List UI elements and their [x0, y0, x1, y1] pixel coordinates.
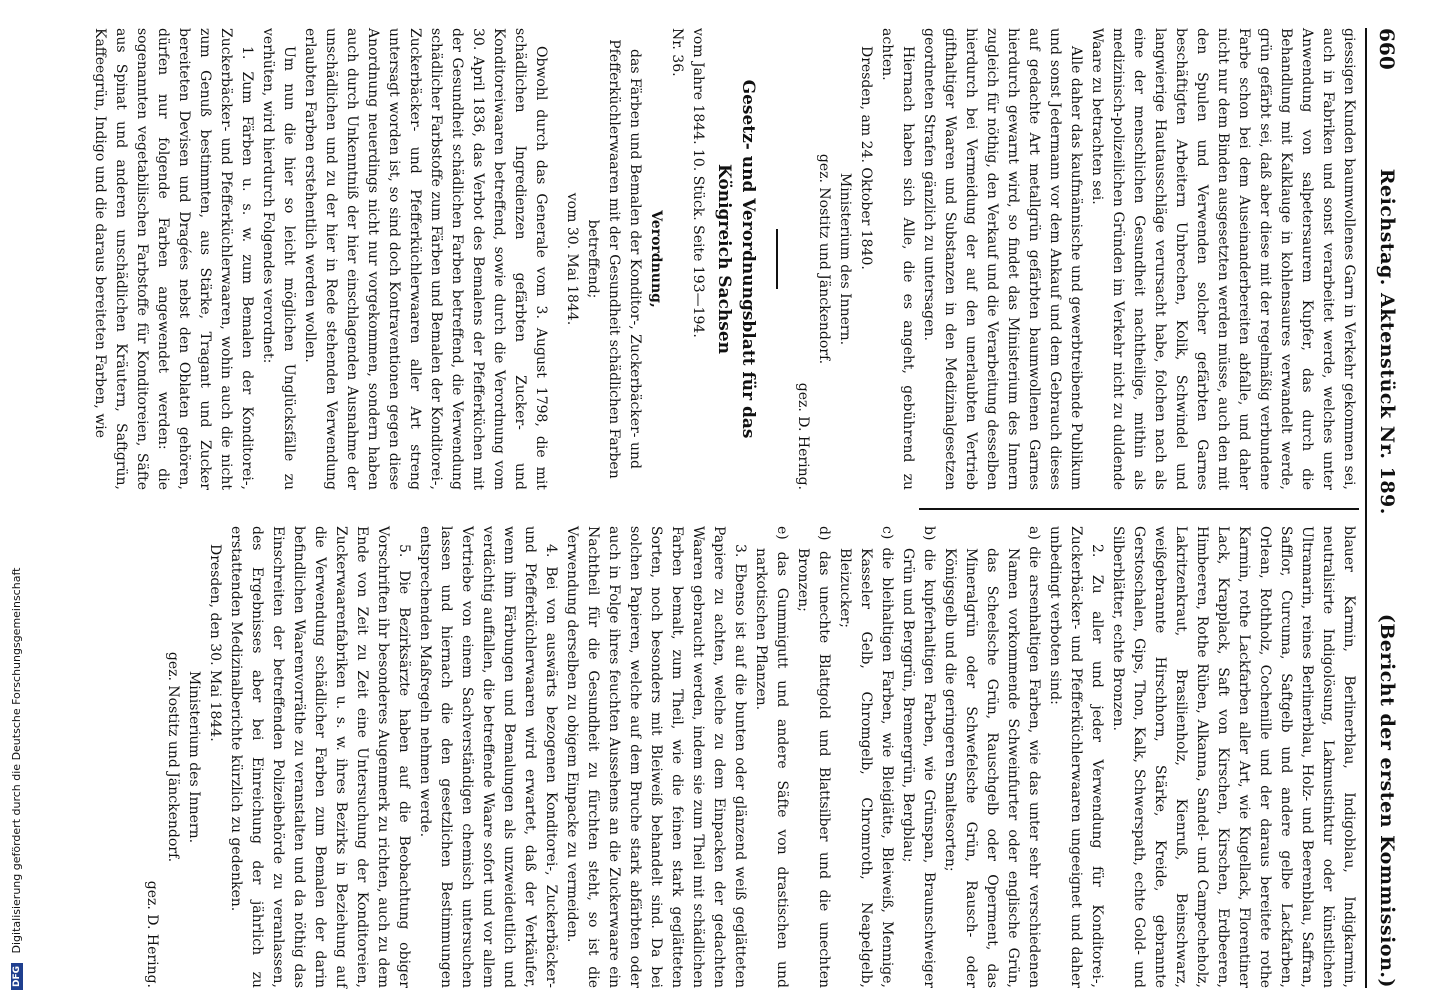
left-para-3: Hiernach haben sich Alle, die es angeht, gebührend zu achten. [879, 28, 916, 490]
date-2: Dresden, den 30. Mai 1844. [207, 544, 223, 742]
left-para-6: 1. Zum Färben u. s. w. zum Bemalen der Konditorei-, Zuckerbäcker- und Pfefferküchlerwaaren, wohin auch die nicht zum Genuß bestimmten, aus Stärke, Tragant und Zucker bereiteten Devisen und Dragées nebst den Oblaten gehören, dürfen nur folgende Farben angewendet werden: die sogenannten vegetabilischen Farbstoffe für Konditoreien, Säfte aus Spinat und anderen unschädlichen Kräutern, Saftgrün, Kaffeegrün, Indigo und die daraus bereiteten Farben, wie [92, 28, 256, 490]
page-title: Reichstag. Aktenstück Nr. 189. [1376, 168, 1398, 515]
right-column [141, 526, 1359, 988]
ordinance-subject: das Färben und Bemalen der Konditor-, Zuckerbäcker- und Pfefferküchlerwaaren mit der Gesundheit schädlichen Farben betreffend; [585, 39, 644, 479]
signature-2b: gez. D. Hering. [144, 880, 160, 988]
right-para-2: 2. Zu aller und jeder Verwendung für Konditorei-, Zuckerbäcker- und Pfefferküchlerwaaren ungeeignet und daher unbedingt verboten sind: [1047, 526, 1105, 988]
page-number: 660 [1375, 28, 1399, 70]
signature-2a: gez. Nostitz und Jänckendorf. [165, 651, 181, 863]
left-column [90, 28, 1360, 490]
ordinance-date: vom 30. Mai 1844. [564, 192, 581, 326]
list-item-a: a) die arsenhaltigen Farben, wie das unter sehr verschiedenen Namen vorkommende Schweinfurter oder englische Grün, das Scheelsche Grün, Rauschgelb oder Operment, das Mineralgrün oder Schwefelsche Grün, Rausch- oder Königsgelb und die geringeren Smaltesorten; [942, 526, 1042, 988]
list-item-b: b) die kupferhaltigen Farben, wie Grünspan, Braunschweiger Grün und Berggrün, Bremergrün, Bergblau; [900, 526, 937, 988]
left-para-2: Alle daher das kaufmännische und gewerbtreibende Publikum und sonst Jedermann vor dem Ankauf und dem Gebrauch dieses auf gedachte Art metallgrün gefärbten baumwollenen Garnes hierdurch gewarnt wird, so findet das Ministerium des Innern zugleich für nöthig, den Verkauf und die Verarbeitung desselben hierdurch bei Vermeidung der auf den unerlaubten Vertrieb gifthaltiger Waaren und Substanzen in den Medizinalgesetzen geordneten Strafen gänzlich zu untersagen. [921, 28, 1084, 490]
footer-strip [0, 0, 23, 1000]
digitization-notice [10, 568, 23, 990]
dfg-logo: DFG [11, 963, 23, 990]
section-divider [777, 229, 779, 289]
date-1: Dresden, am 24. Oktober 1840. [858, 46, 874, 270]
gazette-issue: vom Jahre 1844. 10. Stück. Seite 193—194. [690, 28, 707, 338]
left-para-1: giessigen Kunden baumwollenes Garn in Verkehr gekommen sei, auch in Fabriken und sonst verarbeitet werde, welches unter Anwendung von salpetersaurem Kupfer, das durch die Behandlung mit Kalklauge in kohlensaures verwandelt werde, grün gefärbt sei, daß aber diese mit der regelmäßig verbundene Farbe schon bei dem Auseinanderbereiten abfalle, und daher nicht nur dem Binden ausgesetzten werden müsse, auch den mit den Spulen und Verwenden solcher gefärbten Garnes beschäftigten Arbeitern Unbrechen, Kolik, Schwindel und langwierige Hautausschläge verursacht habe, folchen nach als eine der menschlichen Gesundheit nachtheilige, mithin als medizinisch-polizeilichen Gründen im Verkehr nicht zu duldende Waare zu betrachten sei. [1089, 28, 1357, 490]
rotated-page-content [75, 28, 1405, 988]
list-item-e: e) das Gummigutt und andere Säfte von drastischen und narkotischen Pflanzen. [753, 526, 790, 988]
page-subtitle: (Bericht der ersten Kommission.) [1376, 613, 1398, 988]
column-divider [919, 508, 1359, 510]
right-para-4: 4. Bei von auswärts bezogenen Konditorei-, Zuckerbäcker- und Pfefferküchlerwaaren wird erwartet, daß der Verkäufer, wenn ihm Färbungen und Bemalungen als unzweideutlich und verdächtig auffallen, die betreffende Waare sofort und vor allem Vertriebe von einem Sachverständigen chemisch untersuchen lassen und hiernach die den gesetzlichen Bestimmungen entsprechenden Maßregeln nehmen werde. [417, 526, 559, 988]
right-para-5: 5. Die Bezirksärzte haben auf die Beobachtung obiger Vorschriften ihr besonderes Augenmerk zu richten, auch zu dem Ende von Zeit zu Zeit eine Untersuchung der Konditoreien, Zuckerwaarenfabriken u. s. w. ihres Bezirks in Beziehung auf die Verwendung schädlicher Farben zum Bemalen der darin befindlichen Waarenvorräthe zu veranstalten und da nöthig das Einschreiten der betreffenden Polizeibehörde zu veranlassen, des Ergebnisses aber bei Einreichung der jährlich zu erstattenden Medizinalberichte kürzlich zu gedenken. [228, 526, 412, 988]
ministry-1: Ministerium des Innern. [837, 172, 853, 346]
ordinance-number: Nr. 36. [669, 28, 686, 77]
left-para-5: Um nun die hier so leicht möglichen Unglücksfälle zu verhüten, wird hierdurch Folgendes verordnet: [260, 28, 298, 490]
signature-1a: gez. Nostitz und Jänckendorf. [816, 153, 832, 365]
right-para-1: blauer Karmin, Berlinerblau, Indigoblau, Indigkarmin, neutralisirte Indigolösung, Lakmustinktur oder künstlichen Ultramarin, reines Berlinerblau, Holz- und Beerenblau, Saffran, Safflor, Curcuma, Saftgelb und andere gelbe Lackfarben, Orlean, Rothholz, Cochenille und der daraus bereitete rothe Karmin, rothe Lackfarben aller Art, wie Kugellack, Florentiner Lack, Krapplack, Saft von Kirschen, Kirschen, Erdbeeren, Himbeeren, Rothe Rüben, Alkanna, Sandel- und Campecheholz, Lakritzenkraut, Brasilienholz, Kienruß, Beinschwarz, weißgebrannte Hirschhorn, Stärke, Kreide, gebrannte Gerstoschalen, Gips, Thon, Kalk, Schwerspath, echte Gold- und Silberblätter, echte Bronzen. [1110, 526, 1357, 988]
right-para-3: 3. Ebenso ist auf die bunten oder glänzend weiß geglätteten Papiere zu achten, welche zu dem Einpacken der gedachten Waaren gebraucht werden, indem sie zum Theil mit schädlichen Farben bemalt, zum Theil, wie die feinen stark geglätteten Sorten, noch besonders mit Bleiweiß behandelt sind. Da bei solchen Papieren, welche auf dem Bruche stark abfärbten oder auch in Folge ihres feuchten Aussehens an die Zuckerwaare ein Nachtheil für die Gesundheit zu fürchten steht, so ist die Verwendung derselben zu obigem Einpacke zu vermeiden. [564, 526, 748, 988]
header-rule [1365, 28, 1367, 988]
gazette-heading: Gesetz- und Verordnungsblatt für das Königreich Sachsen [714, 79, 759, 439]
list-item-d: d) das unechte Blattgold und Blattsilber und die unechten Bronzen; [795, 526, 832, 988]
digitization-text: Digitalisierung gefördert durch die Deutsche Forschungsgemeinschaft [10, 567, 23, 954]
left-para-4: Obwohl durch das Generale vom 3. August 1798, die mit schädlichen Ingredienzen gefärbten Zucker- und Konditoreiwaaren betreffend, sowie durch die Verordnung vom 30. April 1836, das Verbot des Bemalens der Pfefferküchen mit der Gesundheit schädlichen Farben betreffend, die Verwendung schädlicher Farbstoffe zum Färben und Bemalen der Konditorei-, Zuckerbäcker- und Pfefferküchlerwaaren aller Art streng untersagt worden ist, so sind doch Kontraventionen gegen diese Anordnung neuerdings nicht nur vorgekommen, sondern haben auch durch Unkenntniß der hier einschlagenden Ausnahme der unschädlichen und zu der hier in Rede stehenden Verwendung erlaubten Farben erstehentlich werden wollen. [302, 28, 550, 490]
signature-1b: gez. D. Hering. [795, 382, 811, 490]
page-header [1369, 28, 1405, 988]
ministry-2: Ministerium des Innern. [186, 670, 202, 844]
ordinance-title: Verordnung, [648, 210, 665, 308]
list-item-c: c) die bleihaltigen Farben, wie Bleiglätte, Bleiweiß, Mennige, Kasseler Gelb, Chromgelb, Chromroth, Neapelgelb, Bleizucker; [837, 526, 895, 988]
